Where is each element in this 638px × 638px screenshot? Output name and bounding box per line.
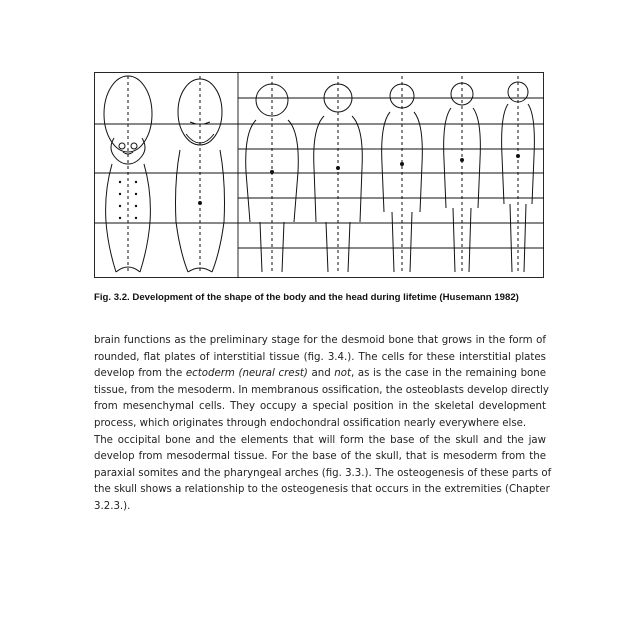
figure-fetus-1: [104, 76, 152, 272]
text-span: develop from the: [94, 368, 186, 380]
figure-frame: [95, 73, 544, 278]
text-span: , as is the case in the remaining bone: [350, 368, 546, 380]
figure-child-3: [382, 76, 423, 272]
figure-adult: [502, 76, 535, 272]
figure-drawing: [94, 72, 544, 278]
text-line: the skull shows a relationship to the osteogenesis that occurs in the extremities (Chapter: [94, 484, 550, 496]
italic-term: not: [334, 368, 351, 380]
italic-term: ectoderm (neural crest): [185, 368, 308, 380]
text-line: brain functions as the preliminary stage for the desmoid bone that grows in the form of: [94, 335, 546, 346]
figure-caption: Fig. 3.2. Development of the shape of the body and the head during lifetime (Husemann 1982): [94, 292, 519, 303]
body-text: [94, 333, 552, 516]
text-line: The occipital bone and the elements that will form the base of the skull and the jaw: [94, 434, 546, 446]
text-line: process, which originates through endochondral ossification nearly everywhere else.: [94, 417, 527, 429]
text-line: paraxial somites and the pharyngeal arches (fig. 3.3.). The osteogenesis of these parts of: [94, 467, 552, 479]
paragraph-2: [94, 433, 552, 516]
paragraph-1: [94, 333, 549, 433]
text-line: from mesenchymal cells. They occupy a special position in the skeletal development: [94, 401, 546, 413]
text-line: develop from mesodermal tissue. For the base of the skull, that is mesoderm from the: [94, 451, 546, 463]
text-span: and: [307, 368, 335, 380]
figure-fetus-2: [176, 76, 225, 272]
text-line: rounded, flat plates of interstitial tissue (fig. 3.4.). The cells for these interstitial plates: [94, 351, 546, 363]
body-proportions-figure: [94, 72, 544, 278]
text-line: tissue, from the mesoderm. In membranous ossification, the osteoblasts develop directly: [94, 384, 549, 396]
text-line: [94, 366, 546, 383]
figure-midpoint-dots: [270, 154, 520, 174]
figure-adolescent: [444, 76, 481, 272]
figure-child-2: [314, 76, 363, 272]
text-line: 3.2.3.).: [94, 500, 131, 512]
